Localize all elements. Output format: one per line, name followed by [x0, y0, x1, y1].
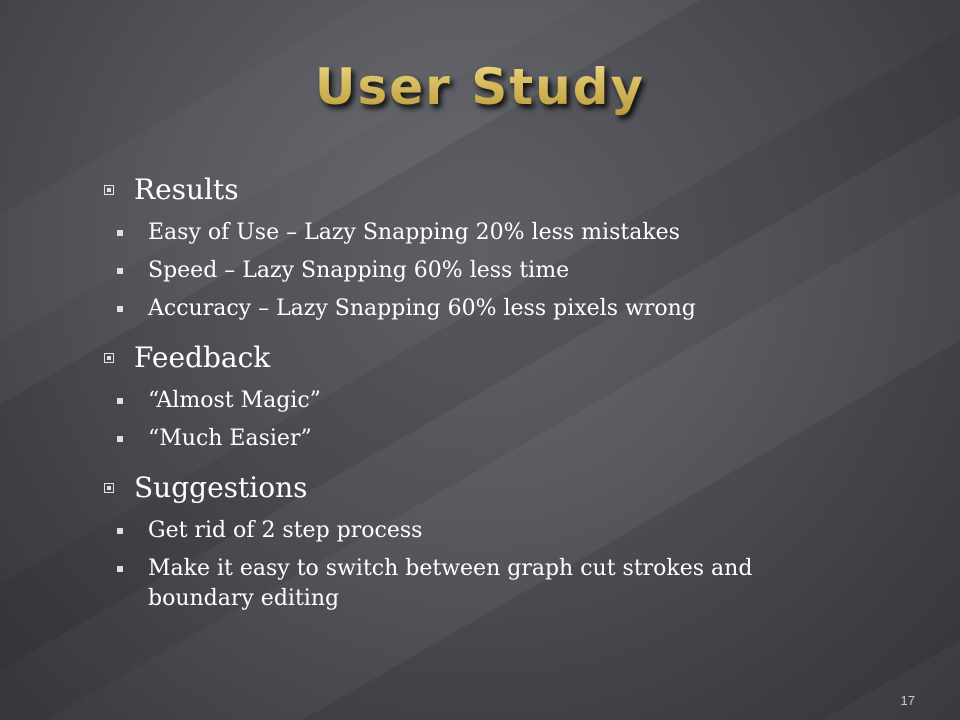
list-item-text: Speed – Lazy Snapping 60% less time	[148, 258, 570, 283]
square-bullet-icon	[104, 353, 114, 363]
list-item	[104, 554, 864, 614]
list-item	[104, 294, 864, 324]
section-feedback	[104, 336, 864, 380]
list-item-text: Make it easy to switch between graph cut strokes and boundary editing	[148, 556, 753, 611]
small-square-bullet-icon	[117, 306, 123, 312]
small-square-bullet-icon	[117, 528, 123, 534]
list-item	[104, 516, 864, 546]
page-number: 17	[900, 693, 915, 708]
slide-title: User Study	[0, 58, 960, 116]
section-heading: Feedback	[134, 341, 271, 374]
list-item-text: Easy of Use – Lazy Snapping 20% less mistakes	[148, 220, 680, 245]
list-item-text: “Almost Magic”	[148, 388, 321, 413]
small-square-bullet-icon	[117, 436, 123, 442]
list-item-text: “Much Easier”	[148, 426, 312, 451]
small-square-bullet-icon	[117, 566, 123, 572]
section-heading: Results	[134, 173, 239, 206]
section-results	[104, 168, 864, 212]
list-item-text: Accuracy – Lazy Snapping 60% less pixels wrong	[148, 296, 696, 321]
list-item	[104, 424, 864, 454]
list-item	[104, 256, 864, 286]
section-heading: Suggestions	[134, 471, 308, 504]
small-square-bullet-icon	[117, 398, 123, 404]
section-suggestions	[104, 466, 864, 510]
list-item	[104, 218, 864, 248]
bullet-list	[104, 168, 864, 622]
square-bullet-icon	[104, 483, 114, 493]
small-square-bullet-icon	[117, 268, 123, 274]
square-bullet-icon	[104, 185, 114, 195]
small-square-bullet-icon	[117, 230, 123, 236]
list-item-text: Get rid of 2 step process	[148, 518, 423, 543]
list-item	[104, 386, 864, 416]
